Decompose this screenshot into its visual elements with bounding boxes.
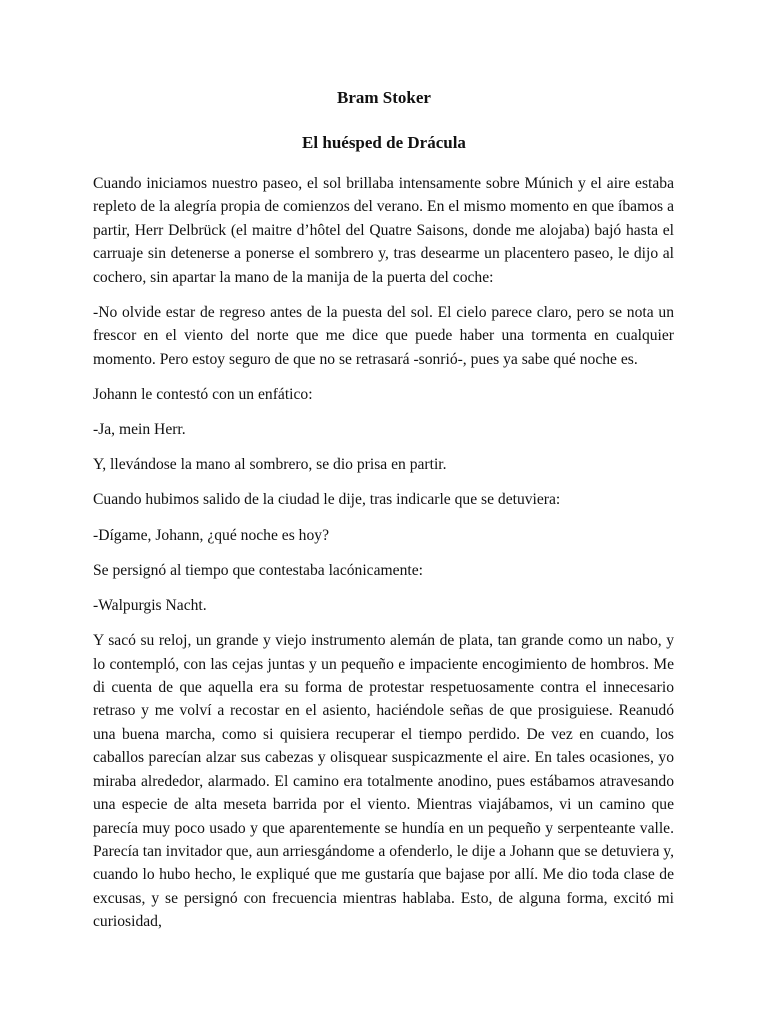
paragraph: -Walpurgis Nacht. xyxy=(93,597,207,615)
paragraph: Y sacó su reloj, un grande y viejo instrumento alemán de plata, tan grande como un nabo, y lo contempló, con las cejas juntas y un pequeño e impaciente encogimiento de hombros. Me di cuenta de que aquella era su forma de protestar respetuosamente contra el innecesario retraso y me volví a recostar en el asiento, haciéndole señas de que prosiguiese. Reanudó una buena marcha, como si quisiera recuperar el tiempo perdido. De vez en cuando, los caballos parecían alzar sus cabezas y olisquear suspicazmente el aire. En tales ocasiones, yo miraba alrededor, alarmado. El camino era totalmente anodino, pues estábamos atravesando una especie de alta meseta barrida por el viento. Mientras viajábamos, vi un camino que parecía muy poco usado y que aparentemente se hundía en un pequeño y serpenteante valle. Parecía tan invitador que, aun arriesgándome a ofenderlo, le dije a Johann que se detuviera y, cuando lo hubo hecho, le expliqué que me gustaría que bajase por allí. Me dio toda clase de excusas, y se persignó con frecuencia mientras hablaba. Esto, de alguna forma, excitó mi curiosidad, xyxy=(93,632,674,931)
paragraph: Y, llevándose la mano al sombrero, se dio prisa en partir. xyxy=(93,456,447,474)
paragraph: Cuando hubimos salido de la ciudad le dije, tras indicarle que se detuviera: xyxy=(93,491,561,509)
paragraph: -Dígame, Johann, ¿qué noche es hoy? xyxy=(93,526,329,544)
paragraph: -Ja, mein Herr. xyxy=(93,421,186,439)
body-text xyxy=(93,172,674,945)
author-name: Bram Stoker xyxy=(337,88,431,107)
paragraph: Johann le contestó con un enfático: xyxy=(93,385,313,403)
document-title: El huésped de Drácula xyxy=(302,133,466,152)
paragraph: Se persignó al tiempo que contestaba lacónicamente: xyxy=(93,561,423,579)
paragraph: -No olvide estar de regreso antes de la puesta del sol. El cielo parece claro, pero se nota un frescor en el viento del norte que me dice que puede haber una tormenta en cualquier momento. Pero estoy seguro de que no se retrasará -sonrió-, pues ya sabe qué noche es. xyxy=(93,303,674,368)
paragraph: Cuando iniciamos nuestro paseo, el sol brillaba intensamente sobre Múnich y el aire estaba repleto de la alegría propia de comienzos del verano. En el mismo momento en que íbamos a partir, Herr Delbrück (el maitre d’hôtel del Quatre Saisons, donde me alojaba) bajó hasta el carruaje sin detenerse a ponerse el sombrero y, tras desearme un placentero paseo, le dijo al cochero, sin apartar la mano de la manija de la puerta del coche: xyxy=(93,175,674,286)
